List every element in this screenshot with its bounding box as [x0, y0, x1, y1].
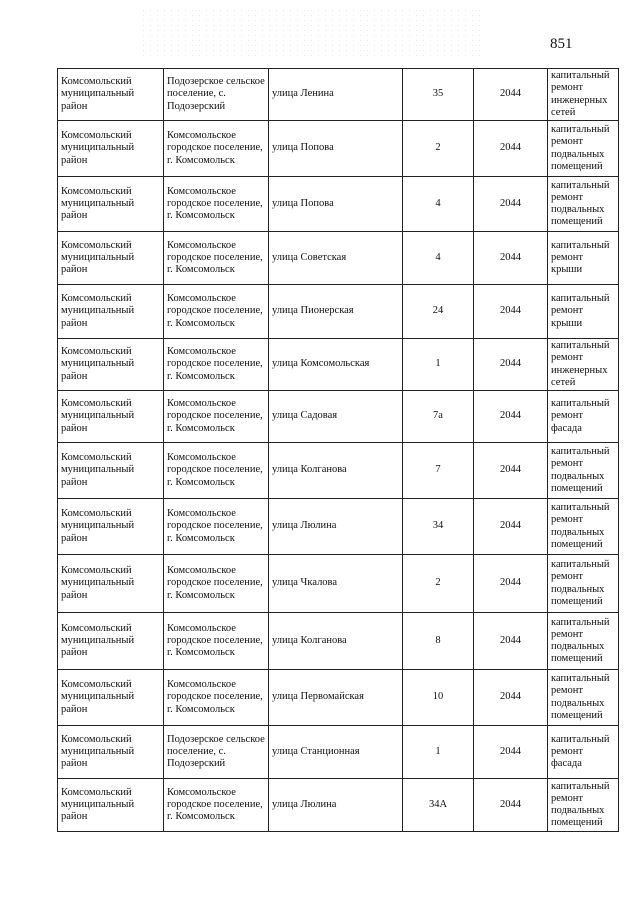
table-row: [58, 69, 619, 121]
year-cell: 2044: [474, 443, 548, 499]
work-type-cell: капитальный ремонт подвальных помещений: [548, 670, 619, 726]
repair-schedule-table: [57, 68, 619, 832]
street-cell: улица Станционная: [269, 726, 403, 779]
table-row: [58, 726, 619, 779]
house-number-cell: 7: [403, 443, 474, 499]
table-row: [58, 339, 619, 391]
settlement-cell: Комсомольское городское поселение, г. Комсомольск: [164, 285, 269, 339]
work-type-cell: капитальный ремонт фасада: [548, 391, 619, 443]
year-cell: 2044: [474, 232, 548, 285]
house-number-cell: 8: [403, 613, 474, 670]
settlement-cell: Комсомольское городское поселение, г. Комсомольск: [164, 555, 269, 613]
table-body: [58, 69, 619, 832]
house-number-cell: 1: [403, 339, 474, 391]
table-row: [58, 779, 619, 832]
work-type-cell: капитальный ремонт крыши: [548, 232, 619, 285]
page-number: 851: [550, 36, 573, 52]
house-number-cell: 1: [403, 726, 474, 779]
year-cell: 2044: [474, 69, 548, 121]
table-row: [58, 121, 619, 177]
year-cell: 2044: [474, 726, 548, 779]
work-type-cell: капитальный ремонт подвальных помещений: [548, 177, 619, 232]
year-cell: 2044: [474, 339, 548, 391]
year-cell: 2044: [474, 285, 548, 339]
scan-noise: [140, 8, 480, 58]
table-row: [58, 499, 619, 555]
year-cell: 2044: [474, 779, 548, 832]
year-cell: 2044: [474, 670, 548, 726]
house-number-cell: 34: [403, 499, 474, 555]
work-type-cell: капитальный ремонт инженерных сетей: [548, 69, 619, 121]
year-cell: 2044: [474, 613, 548, 670]
house-number-cell: 35: [403, 69, 474, 121]
district-cell: Комсомольский муниципальный район: [58, 391, 164, 443]
district-cell: Комсомольский муниципальный район: [58, 285, 164, 339]
work-type-cell: капитальный ремонт подвальных помещений: [548, 443, 619, 499]
settlement-cell: Подозерское сельское поселение, с. Подозерский: [164, 726, 269, 779]
work-type-cell: капитальный ремонт подвальных помещений: [548, 779, 619, 832]
street-cell: улица Садовая: [269, 391, 403, 443]
table-row: [58, 443, 619, 499]
district-cell: Комсомольский муниципальный район: [58, 670, 164, 726]
year-cell: 2044: [474, 121, 548, 177]
settlement-cell: Комсомольское городское поселение, г. Комсомольск: [164, 779, 269, 832]
settlement-cell: Комсомольское городское поселение, г. Комсомольск: [164, 499, 269, 555]
work-type-cell: капитальный ремонт подвальных помещений: [548, 121, 619, 177]
district-cell: Комсомольский муниципальный район: [58, 121, 164, 177]
settlement-cell: Комсомольское городское поселение, г. Комсомольск: [164, 232, 269, 285]
street-cell: улица Ленина: [269, 69, 403, 121]
work-type-cell: капитальный ремонт подвальных помещений: [548, 555, 619, 613]
street-cell: улица Колганова: [269, 443, 403, 499]
house-number-cell: 10: [403, 670, 474, 726]
street-cell: улица Пионерская: [269, 285, 403, 339]
district-cell: Комсомольский муниципальный район: [58, 499, 164, 555]
settlement-cell: Комсомольское городское поселение, г. Комсомольск: [164, 177, 269, 232]
year-cell: 2044: [474, 391, 548, 443]
work-type-cell: капитальный ремонт фасада: [548, 726, 619, 779]
settlement-cell: Комсомольское городское поселение, г. Комсомольск: [164, 339, 269, 391]
street-cell: улица Колганова: [269, 613, 403, 670]
settlement-cell: Подозерское сельское поселение, с. Подозерский: [164, 69, 269, 121]
house-number-cell: 2: [403, 121, 474, 177]
year-cell: 2044: [474, 555, 548, 613]
table-row: [58, 613, 619, 670]
settlement-cell: Комсомольское городское поселение, г. Комсомольск: [164, 613, 269, 670]
district-cell: Комсомольский муниципальный район: [58, 779, 164, 832]
house-number-cell: 34А: [403, 779, 474, 832]
house-number-cell: 4: [403, 232, 474, 285]
settlement-cell: Комсомольское городское поселение, г. Комсомольск: [164, 670, 269, 726]
table-row: [58, 285, 619, 339]
year-cell: 2044: [474, 499, 548, 555]
street-cell: улица Первомайская: [269, 670, 403, 726]
district-cell: Комсомольский муниципальный район: [58, 232, 164, 285]
district-cell: Комсомольский муниципальный район: [58, 443, 164, 499]
settlement-cell: Комсомольское городское поселение, г. Комсомольск: [164, 443, 269, 499]
street-cell: улица Люлина: [269, 779, 403, 832]
table-row: [58, 177, 619, 232]
street-cell: улица Советская: [269, 232, 403, 285]
work-type-cell: капитальный ремонт крыши: [548, 285, 619, 339]
street-cell: улица Попова: [269, 177, 403, 232]
work-type-cell: капитальный ремонт инженерных сетей: [548, 339, 619, 391]
house-number-cell: 2: [403, 555, 474, 613]
district-cell: Комсомольский муниципальный район: [58, 69, 164, 121]
table-row: [58, 670, 619, 726]
district-cell: Комсомольский муниципальный район: [58, 555, 164, 613]
house-number-cell: 7а: [403, 391, 474, 443]
settlement-cell: Комсомольское городское поселение, г. Комсомольск: [164, 121, 269, 177]
street-cell: улица Люлина: [269, 499, 403, 555]
street-cell: улица Чкалова: [269, 555, 403, 613]
district-cell: Комсомольский муниципальный район: [58, 726, 164, 779]
street-cell: улица Комсомольская: [269, 339, 403, 391]
district-cell: Комсомольский муниципальный район: [58, 177, 164, 232]
work-type-cell: капитальный ремонт подвальных помещений: [548, 613, 619, 670]
year-cell: 2044: [474, 177, 548, 232]
house-number-cell: 4: [403, 177, 474, 232]
district-cell: Комсомольский муниципальный район: [58, 339, 164, 391]
street-cell: улица Попова: [269, 121, 403, 177]
district-cell: Комсомольский муниципальный район: [58, 613, 164, 670]
table-row: [58, 555, 619, 613]
table-row: [58, 232, 619, 285]
table-row: [58, 391, 619, 443]
house-number-cell: 24: [403, 285, 474, 339]
work-type-cell: капитальный ремонт подвальных помещений: [548, 499, 619, 555]
settlement-cell: Комсомольское городское поселение, г. Комсомольск: [164, 391, 269, 443]
